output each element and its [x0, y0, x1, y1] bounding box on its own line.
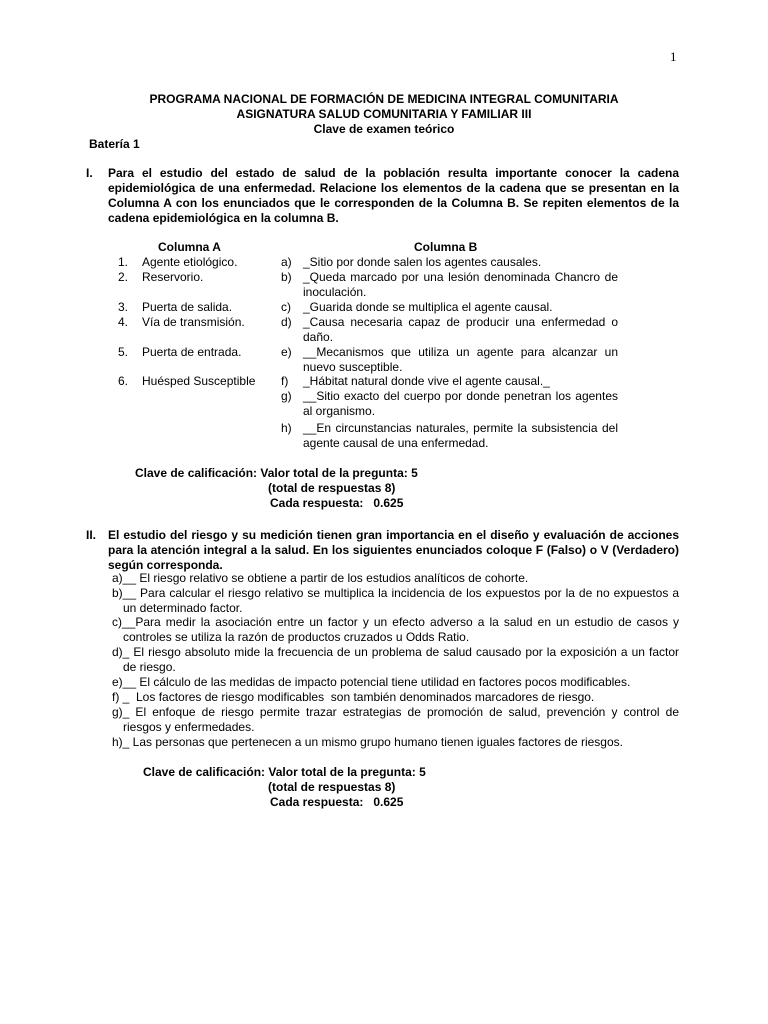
column-a-item-number: 4.	[117, 315, 128, 329]
grading-1-count: (total de respuestas 8)	[268, 481, 396, 495]
grading-1-each: Cada respuesta: 0.625	[270, 496, 404, 510]
grading-2-each: Cada respuesta: 0.625	[270, 795, 404, 809]
column-b-title: Columna B	[414, 240, 478, 254]
column-b-item: _Causa necesaria capaz de producir una enfermedad o daño.	[303, 315, 618, 344]
column-a-item-number: 3.	[117, 300, 128, 314]
column-b-item: __Sitio exacto del cuerpo por donde penetran los agentes al organismo.	[303, 389, 618, 418]
question-2-text: El estudio del riesgo y su medición tienen gran importancia en el diseño y evaluación de acciones para la atención integral a la salud. En los siguientes enunciados coloque F (Falso) o V (Verdadero) según corresponda.	[108, 528, 679, 572]
true-false-item: f) _ Los factores de riesgo modificables son también denominados marcadores de riesgo.	[112, 690, 595, 704]
column-b-item: _Hábitat natural donde vive el agente causal._	[303, 374, 550, 388]
column-b-item: _Sitio por donde salen los agentes causales.	[303, 255, 542, 269]
column-b-letter: f)	[281, 374, 289, 388]
column-a-item-number: 1.	[117, 255, 128, 269]
program-title: PROGRAMA NACIONAL DE FORMACIÓN DE MEDICINA INTEGRAL COMUNITARIA	[149, 92, 619, 106]
column-b-letter: b)	[281, 270, 292, 284]
question-1-number: I.	[86, 166, 93, 180]
grading-2-count: (total de respuestas 8)	[268, 780, 396, 794]
question-2-number: II.	[86, 528, 97, 542]
column-a-item-number: 6.	[117, 374, 128, 388]
column-b-item: _Guarida donde se multiplica el agente causal.	[303, 300, 553, 314]
grading-2-total: Clave de calificación: Valor total de la pregunta: 5	[143, 765, 426, 779]
column-b-item: _Queda marcado por una lesión denominada Chancro de inoculación.	[303, 270, 618, 299]
column-a-item: Vía de transmisión.	[142, 315, 245, 329]
true-false-item: h)_ Las personas que pertenecen a un mismo grupo humano tienen iguales factores de riesgos.	[112, 735, 623, 749]
column-a-item: Reservorio.	[142, 270, 204, 284]
column-a-item-number: 5.	[117, 345, 128, 359]
column-b-letter: g)	[281, 389, 292, 403]
column-b-letter: d)	[281, 315, 292, 329]
column-a-item: Puerta de entrada.	[142, 345, 242, 359]
true-false-item: c)__Para medir la asociación entre un factor y un efecto adverso a la salud en un estudio de casos y controles se utiliza la razón de productos cruzados u Odds Ratio.	[112, 615, 679, 644]
column-a-item: Agente etiológico.	[142, 255, 238, 269]
true-false-item: d)_ El riesgo absoluto mide la frecuencia de un problema de salud causado por la exposición a un factor de riesgo.	[112, 645, 679, 674]
column-b-item: __Mecanismos que utiliza un agente para alcanzar un nuevo susceptible.	[303, 345, 618, 374]
column-b-letter: h)	[281, 421, 292, 435]
column-b-letter: e)	[281, 345, 292, 359]
true-false-item: a)__ El riesgo relativo se obtiene a partir de los estudios analíticos de cohorte.	[112, 571, 529, 585]
column-a-item: Huésped Susceptible	[142, 374, 256, 388]
column-b-letter: c)	[281, 300, 291, 314]
true-false-item: b)__ Para calcular el riesgo relativo se multiplica la incidencia de los expuestos por la de no expuestos a un determinado factor.	[112, 586, 679, 615]
column-a-title: Columna A	[158, 240, 221, 254]
battery-label: Batería 1	[89, 137, 140, 151]
true-false-item: e)__ El cálculo de las medidas de impacto potencial tiene utilidad en factores pocos modificables.	[112, 675, 631, 689]
column-b-item: __En circunstancias naturales, permite la subsistencia del agente causal de una enfermedad.	[303, 421, 618, 450]
question-1-text: Para el estudio del estado de salud de la población resulta importante conocer la cadena epidemiológica de una enfermedad. Relacione los elementos de la cadena que se presentan en la Columna A con los enunciados que le corresponden de la Columna B. Se repiten elementos de la cadena epidemiológica en la columna B.	[108, 166, 679, 225]
column-b-letter: a)	[281, 255, 292, 269]
exam-title: Clave de examen teórico	[313, 122, 455, 136]
column-a-item-number: 2.	[117, 270, 128, 284]
course-title: ASIGNATURA SALUD COMUNITARIA Y FAMILIAR III	[236, 107, 532, 121]
page-number: 1	[670, 49, 677, 64]
grading-1-total: Clave de calificación: Valor total de la pregunta: 5	[135, 466, 418, 480]
column-a-item: Puerta de salida.	[142, 300, 233, 314]
true-false-item: g)_ El enfoque de riesgo permite trazar estrategias de promoción de salud, prevención y control de riesgos y enfermedades.	[112, 705, 679, 734]
